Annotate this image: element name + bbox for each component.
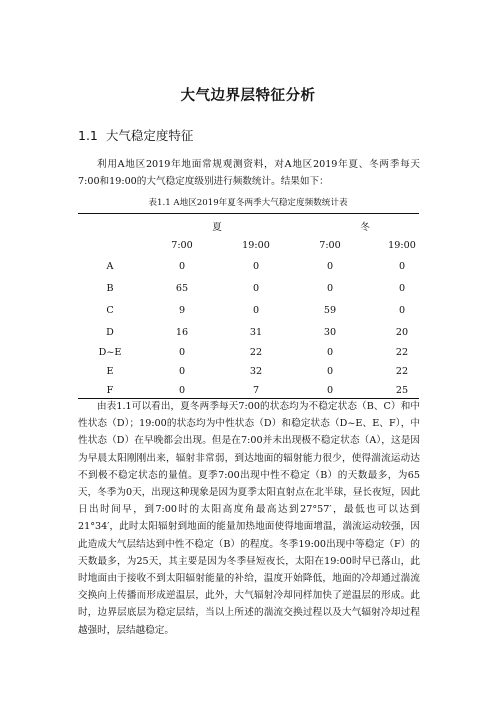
table-cell: 22 [395, 347, 409, 358]
table-row-label: D [106, 327, 114, 338]
table-row-label: B [106, 283, 114, 294]
table-cell: 22 [395, 366, 409, 377]
table-cell: 0 [398, 261, 406, 272]
table-row-label: A [106, 261, 114, 272]
table-row-label: D~E [98, 347, 122, 358]
table-cell: 31 [249, 327, 263, 338]
table-cell: 0 [178, 347, 186, 358]
table-cell: 0 [252, 261, 260, 272]
table-cell: 0 [178, 385, 186, 396]
table-cell: 7 [252, 385, 260, 396]
table-cell: 0 [326, 261, 334, 272]
table-row-label: F [106, 385, 114, 396]
time-header: 19:00 [388, 240, 416, 251]
time-header: 19:00 [242, 240, 270, 251]
table-cell: 30 [323, 327, 337, 338]
time-header: 7:00 [171, 240, 193, 251]
table-cell: 0 [178, 366, 186, 377]
section-number: 1.1 [78, 128, 98, 143]
table-cell: 0 [326, 366, 334, 377]
table-cell: 65 [175, 283, 189, 294]
table-cell: 0 [326, 347, 334, 358]
table-cell: 0 [398, 283, 406, 294]
analysis-paragraph: 由表1.1可以看出，夏冬两季每天7:00的状态均为不稳定状态（B、C）和中性状态（D）；19:00的状态均为中性状态（D）和稳定状态（D~E、E、F），中性状态（D）在早晚都会出现。但是在7:00并未出现极不稳定状态（A），这是因为早晨太阳刚刚出来，辐射非常弱，到达地面的辐射能力很少，使得湍流运动达不到极不稳定状态的量值。夏季7:00出现中性不稳定（B）的天数最多，为65天，冬季为0天，出现这种现象是因为夏季太阳直射点在北半球，昼长夜短，因此日出时间早，到7:00时的太阳高度角最高达到27°57′，最低也可以达到21°34′，此时太阳辐射到地面的能量加热地面使得地面增温，湍流运动较强，因此造成大气层结达到中性不稳定（B）的程度。冬季19:00出现中等稳定（F）的天数最多，为25天，其主要是因为冬季昼短夜长，太阳在19:00时早已落山，此时地面由于接收不到太阳辐射能量的补给，温度开始降低，地面的冷却通过湍流交换向上传播而形成逆温层，此外，大气辐射冷却同样加快了逆温层的形成。此时，边界层底层为稳定层结，当以上所述的湍流交换过程以及大气辐射冷却过程越强时，层结越稳定。 [78, 401, 420, 636]
section-heading [78, 126, 193, 144]
table-cell: 0 [252, 305, 260, 316]
table-cell: 16 [175, 327, 189, 338]
table-cell: 0 [326, 283, 334, 294]
table-cell: 22 [249, 347, 263, 358]
season-header-summer: 夏 [212, 222, 222, 233]
table-cell: 59 [323, 305, 337, 316]
season-header-winter: 冬 [360, 222, 370, 233]
section-title: 大气稳定度特征 [105, 128, 194, 143]
table-cell: 0 [252, 283, 260, 294]
table-cell: 0 [178, 261, 186, 272]
table-cell: 20 [395, 327, 409, 338]
time-header: 7:00 [319, 240, 341, 251]
table-row-label: E [106, 366, 114, 377]
table-cell: 32 [249, 366, 263, 377]
table-row-label: C [106, 305, 114, 316]
table-cell: 9 [178, 305, 186, 316]
intro-paragraph: 利用A地区2019年地面常规观测资料，对A地区2019年夏、冬两季每天7:00和19:00的大气稳定度级别进行频数统计。结果如下： [78, 159, 420, 187]
table-caption: 表1.1 A地区2019年夏冬两季大气稳定度频数统计表 [148, 198, 348, 208]
table-cell: 25 [395, 385, 409, 396]
page-title: 大气边界层特征分析 [180, 88, 316, 104]
table-cell: 0 [398, 305, 406, 316]
table-cell: 0 [326, 385, 334, 396]
table-top-rule [78, 213, 419, 214]
